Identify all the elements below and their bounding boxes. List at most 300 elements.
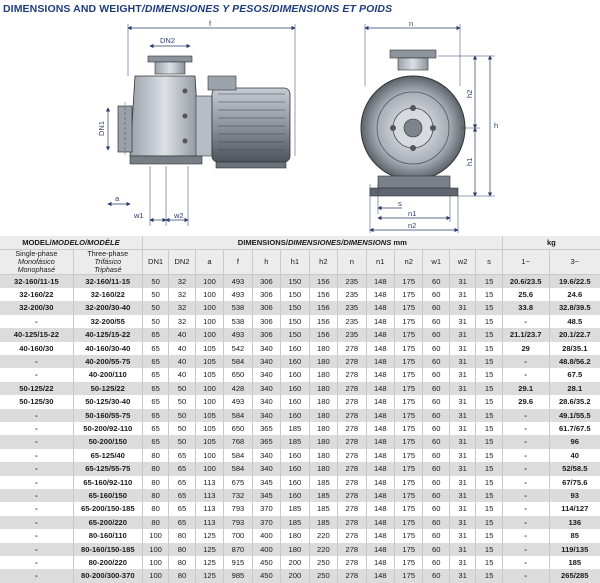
table-row xyxy=(0,529,600,542)
table-cell: 31 xyxy=(449,516,475,529)
table-cell: 50 xyxy=(142,288,168,301)
table-cell: 48.8/56.2 xyxy=(549,355,600,368)
table-cell: 278 xyxy=(338,502,366,515)
table-cell: 60 xyxy=(423,409,449,422)
dim-f-label: f xyxy=(209,19,212,28)
table-cell: 125 xyxy=(195,543,223,556)
table-row xyxy=(0,301,600,314)
table-cell: 175 xyxy=(395,342,423,355)
table-cell: 584 xyxy=(224,449,252,462)
table-cell: 306 xyxy=(252,274,280,288)
table-cell: 148 xyxy=(366,288,394,301)
table-cell: - xyxy=(0,449,73,462)
table-cell: 915 xyxy=(224,556,252,569)
col-dn1: DN1 xyxy=(142,249,168,274)
table-cell: 175 xyxy=(395,543,423,556)
table-cell: 105 xyxy=(195,342,223,355)
table-cell: 80 xyxy=(169,556,195,569)
table-cell: 15 xyxy=(476,368,502,381)
table-cell: 160 xyxy=(281,409,309,422)
table-cell: 340 xyxy=(252,368,280,381)
table-cell: 200 xyxy=(281,556,309,569)
table-cell: 32 xyxy=(169,288,195,301)
table-cell: 32-200/30-40 xyxy=(73,301,142,314)
table-cell: 65 xyxy=(142,368,168,381)
table-cell: 32-160/11-15 xyxy=(73,274,142,288)
table-cell: 15 xyxy=(476,502,502,515)
table-cell: 100 xyxy=(142,529,168,542)
table-cell: 400 xyxy=(252,543,280,556)
table-cell: 400 xyxy=(252,529,280,542)
table-cell: 278 xyxy=(338,529,366,542)
table-cell: 700 xyxy=(224,529,252,542)
dimensions-header: DIMENSIONS/DIMENSIONES/DIMENSIONS mm xyxy=(142,236,502,249)
table-cell: 60 xyxy=(423,315,449,328)
table-cell: 49.1/55.5 xyxy=(549,409,600,422)
table-cell: 148 xyxy=(366,489,394,502)
table-cell: 40-125/15-22 xyxy=(0,328,73,341)
dim-n1-label: n1 xyxy=(408,209,417,218)
table-cell: 15 xyxy=(476,342,502,355)
table-cell: 113 xyxy=(195,516,223,529)
table-cell: 67.5 xyxy=(549,368,600,381)
col-n: n xyxy=(338,249,366,274)
table-cell: 148 xyxy=(366,569,394,582)
table-row xyxy=(0,355,600,368)
table-cell: 31 xyxy=(449,288,475,301)
table-cell: 31 xyxy=(449,476,475,489)
table-row xyxy=(0,543,600,556)
table-cell: 542 xyxy=(224,342,252,355)
table-cell: 65-200/220 xyxy=(73,516,142,529)
table-cell: - xyxy=(502,449,549,462)
table-cell: 428 xyxy=(224,382,252,395)
technical-drawing xyxy=(0,16,600,234)
table-cell: 67/75.6 xyxy=(549,476,600,489)
table-cell: 340 xyxy=(252,449,280,462)
table-cell: 148 xyxy=(366,502,394,515)
table-cell: 185 xyxy=(549,556,600,569)
table-cell: 65 xyxy=(142,395,168,408)
table-cell: 278 xyxy=(338,409,366,422)
table-cell: 148 xyxy=(366,315,394,328)
table-cell: - xyxy=(0,409,73,422)
table-cell: 60 xyxy=(423,301,449,314)
table-cell: 40-160/30 xyxy=(0,342,73,355)
dim-dn1-label: DN1 xyxy=(97,120,106,136)
table-cell: 150 xyxy=(281,288,309,301)
table-cell: 160 xyxy=(281,368,309,381)
table-cell: 114/127 xyxy=(549,502,600,515)
table-cell: 25.6 xyxy=(502,288,549,301)
table-cell: 180 xyxy=(309,449,337,462)
table-cell: 278 xyxy=(338,435,366,448)
table-cell: 31 xyxy=(449,435,475,448)
dim-n-label: n xyxy=(409,19,414,28)
kg-header: kg xyxy=(502,236,600,249)
table-cell: 175 xyxy=(395,422,423,435)
table-cell: 100 xyxy=(195,382,223,395)
table-cell: 50 xyxy=(142,315,168,328)
table-cell: 175 xyxy=(395,409,423,422)
table-cell: 160 xyxy=(281,342,309,355)
dim-n2-label: n2 xyxy=(408,221,417,230)
table-cell: 15 xyxy=(476,395,502,408)
table-row xyxy=(0,422,600,435)
table-cell: 793 xyxy=(224,502,252,515)
table-cell: 148 xyxy=(366,422,394,435)
table-cell: 175 xyxy=(395,355,423,368)
table-cell: 48.5 xyxy=(549,315,600,328)
table-cell: 31 xyxy=(449,529,475,542)
table-cell: 180 xyxy=(309,435,337,448)
table-cell: 100 xyxy=(195,449,223,462)
table-cell: 180 xyxy=(309,462,337,475)
table-cell: 40 xyxy=(169,355,195,368)
table-cell: 80 xyxy=(142,489,168,502)
table-cell: 31 xyxy=(449,328,475,341)
table-cell: 40 xyxy=(169,368,195,381)
table-cell: - xyxy=(502,368,549,381)
dim-w1-label: w1 xyxy=(134,211,144,220)
table-cell: 60 xyxy=(423,274,449,288)
table-cell: 28.1 xyxy=(549,382,600,395)
table-cell: - xyxy=(502,476,549,489)
dim-h-label: h xyxy=(494,121,499,130)
table-cell: 65 xyxy=(169,489,195,502)
table-cell: - xyxy=(502,315,549,328)
table-cell: 306 xyxy=(252,328,280,341)
table-cell: 105 xyxy=(195,368,223,381)
table-cell: 278 xyxy=(338,449,366,462)
table-cell: 220 xyxy=(309,543,337,556)
table-cell: 40-160/30-40 xyxy=(73,342,142,355)
table-cell: 175 xyxy=(395,288,423,301)
table-cell: - xyxy=(0,543,73,556)
table-cell: 100 xyxy=(142,543,168,556)
table-cell: 65 xyxy=(142,355,168,368)
dim-w2-label: w2 xyxy=(174,211,184,220)
table-cell: 175 xyxy=(395,516,423,529)
table-cell: 768 xyxy=(224,435,252,448)
table-cell: 15 xyxy=(476,435,502,448)
table-cell: 80-160/110 xyxy=(73,529,142,542)
table-cell: 80-160/150-185 xyxy=(73,543,142,556)
table-cell: 15 xyxy=(476,529,502,542)
table-cell: 85 xyxy=(549,529,600,542)
table-cell: 985 xyxy=(224,569,252,582)
table-cell: 306 xyxy=(252,301,280,314)
table-cell: 306 xyxy=(252,315,280,328)
dim-dn2-label: DN2 xyxy=(160,36,176,45)
table-cell: 793 xyxy=(224,516,252,529)
table-cell: 148 xyxy=(366,382,394,395)
table-cell: 32.8/39.5 xyxy=(549,301,600,314)
table-cell: 175 xyxy=(395,502,423,515)
table-cell: 65 xyxy=(142,342,168,355)
table-cell: 28/35.1 xyxy=(549,342,600,355)
table-cell: 40 xyxy=(169,328,195,341)
table-cell: 31 xyxy=(449,382,475,395)
table-row xyxy=(0,409,600,422)
table-cell: 50-200/150 xyxy=(73,435,142,448)
table-cell: 60 xyxy=(423,449,449,462)
table-cell: 340 xyxy=(252,342,280,355)
table-cell: 65 xyxy=(169,462,195,475)
table-cell: 235 xyxy=(338,315,366,328)
table-cell: 156 xyxy=(309,328,337,341)
table-cell: - xyxy=(502,569,549,582)
table-cell: 15 xyxy=(476,422,502,435)
table-row xyxy=(0,368,600,381)
col-s: s xyxy=(476,249,502,274)
table-cell: 148 xyxy=(366,409,394,422)
table-row xyxy=(0,382,600,395)
table-cell: 60 xyxy=(423,328,449,341)
table-cell: 50-125/30-40 xyxy=(73,395,142,408)
table-cell: 29.1 xyxy=(502,382,549,395)
table-cell: 732 xyxy=(224,489,252,502)
table-cell: 156 xyxy=(309,288,337,301)
table-cell: 105 xyxy=(195,409,223,422)
table-cell: 100 xyxy=(195,395,223,408)
table-row xyxy=(0,315,600,328)
table-cell: 65 xyxy=(142,382,168,395)
table-cell: 24.6 xyxy=(549,288,600,301)
table-cell: 870 xyxy=(224,543,252,556)
table-cell: 65 xyxy=(169,516,195,529)
table-cell: 50-200/92-110 xyxy=(73,422,142,435)
table-cell: 60 xyxy=(423,529,449,542)
table-cell: 50 xyxy=(169,409,195,422)
table-cell: 370 xyxy=(252,502,280,515)
table-cell: 15 xyxy=(476,556,502,569)
table-cell: 60 xyxy=(423,489,449,502)
table-cell: 15 xyxy=(476,409,502,422)
model-header: MODEL/MODELO/MODÈLE xyxy=(0,236,142,249)
table-cell: 100 xyxy=(195,328,223,341)
table-cell: 15 xyxy=(476,274,502,288)
table-cell: 29 xyxy=(502,342,549,355)
table-cell: 148 xyxy=(366,355,394,368)
table-cell: 31 xyxy=(449,502,475,515)
dimensions-table xyxy=(0,236,600,583)
table-cell: 156 xyxy=(309,315,337,328)
table-cell: 180 xyxy=(309,422,337,435)
table-cell: 365 xyxy=(252,422,280,435)
table-cell: 278 xyxy=(338,395,366,408)
table-cell: 31 xyxy=(449,301,475,314)
three-phase-header: Three-phase Trifásico Triphasé xyxy=(73,249,142,274)
table-cell: 113 xyxy=(195,502,223,515)
table-cell: 20.6/23.5 xyxy=(502,274,549,288)
table-cell: 493 xyxy=(224,328,252,341)
table-cell: 175 xyxy=(395,556,423,569)
table-cell: 60 xyxy=(423,462,449,475)
table-cell: 148 xyxy=(366,543,394,556)
table-cell: 60 xyxy=(423,543,449,556)
dim-a-label: a xyxy=(115,194,120,203)
table-cell: 65 xyxy=(142,409,168,422)
table-cell: 175 xyxy=(395,569,423,582)
table-row xyxy=(0,502,600,515)
table-cell: 538 xyxy=(224,301,252,314)
table-cell: 100 xyxy=(195,315,223,328)
table-cell: - xyxy=(0,556,73,569)
table-cell: 40-125/15-22 xyxy=(73,328,142,341)
table-cell: 65-125/55-75 xyxy=(73,462,142,475)
table-cell: 80 xyxy=(142,449,168,462)
table-cell: 50 xyxy=(169,435,195,448)
table-cell: 50-160/55-75 xyxy=(73,409,142,422)
table-cell: 185 xyxy=(281,435,309,448)
table-row xyxy=(0,476,600,489)
table-cell: 584 xyxy=(224,462,252,475)
table-cell: 60 xyxy=(423,556,449,569)
table-cell: 32 xyxy=(169,315,195,328)
table-cell: 119/135 xyxy=(549,543,600,556)
table-cell: 180 xyxy=(309,368,337,381)
table-cell: 100 xyxy=(142,556,168,569)
table-cell: 100 xyxy=(195,301,223,314)
table-cell: 31 xyxy=(449,274,475,288)
table-cell: 175 xyxy=(395,476,423,489)
table-cell: 60 xyxy=(423,435,449,448)
table-cell: 370 xyxy=(252,516,280,529)
table-cell: 31 xyxy=(449,543,475,556)
table-cell: 278 xyxy=(338,543,366,556)
table-cell: 28.6/35.2 xyxy=(549,395,600,408)
table-cell: - xyxy=(0,435,73,448)
table-cell: 31 xyxy=(449,368,475,381)
table-cell: 80-200/300-370 xyxy=(73,569,142,582)
table-row xyxy=(0,449,600,462)
table-cell: 175 xyxy=(395,301,423,314)
col-h2: h2 xyxy=(309,249,337,274)
table-cell: 278 xyxy=(338,476,366,489)
col-a: a xyxy=(195,249,223,274)
table-cell: - xyxy=(0,368,73,381)
table-cell: 345 xyxy=(252,489,280,502)
table-body xyxy=(0,274,600,583)
table-cell: 125 xyxy=(195,529,223,542)
table-row xyxy=(0,288,600,301)
table-cell: - xyxy=(502,489,549,502)
table-cell: 148 xyxy=(366,556,394,569)
table-cell: 160 xyxy=(281,395,309,408)
col-f: f xyxy=(224,249,252,274)
table-cell: 15 xyxy=(476,315,502,328)
table-row xyxy=(0,395,600,408)
table-cell: 100 xyxy=(195,288,223,301)
table-cell: 80 xyxy=(142,462,168,475)
table-cell: 60 xyxy=(423,502,449,515)
col-n1: n1 xyxy=(366,249,394,274)
table-cell: 136 xyxy=(549,516,600,529)
table-cell: 32-160/22 xyxy=(73,288,142,301)
table-cell: 65 xyxy=(142,422,168,435)
table-cell: 160 xyxy=(281,355,309,368)
table-cell: 175 xyxy=(395,529,423,542)
dim-h2-label: h2 xyxy=(465,89,474,98)
table-cell: 160 xyxy=(281,489,309,502)
table-cell: 31 xyxy=(449,556,475,569)
table-cell: 175 xyxy=(395,368,423,381)
table-cell: 180 xyxy=(281,529,309,542)
table-cell: 50 xyxy=(169,395,195,408)
table-cell: 340 xyxy=(252,355,280,368)
table-cell: 185 xyxy=(281,516,309,529)
table-cell: 80 xyxy=(142,516,168,529)
table-cell: 278 xyxy=(338,462,366,475)
table-cell: 150 xyxy=(281,328,309,341)
table-cell: 148 xyxy=(366,435,394,448)
table-cell: - xyxy=(0,476,73,489)
table-cell: 175 xyxy=(395,382,423,395)
table-cell: 40 xyxy=(549,449,600,462)
table-cell: 235 xyxy=(338,328,366,341)
single-phase-header: Single-phase Monofásico Monophasé xyxy=(0,249,73,274)
table-cell: 278 xyxy=(338,422,366,435)
table-cell: 31 xyxy=(449,315,475,328)
table-cell: 160 xyxy=(281,476,309,489)
table-cell: 60 xyxy=(423,476,449,489)
table-cell: 96 xyxy=(549,435,600,448)
table-cell: 80 xyxy=(169,569,195,582)
table-cell: 60 xyxy=(423,342,449,355)
table-cell: 21.1/23.7 xyxy=(502,328,549,341)
table-row xyxy=(0,342,600,355)
table-cell: 180 xyxy=(309,342,337,355)
table-cell: 113 xyxy=(195,476,223,489)
table-cell: 60 xyxy=(423,368,449,381)
table-cell: 235 xyxy=(338,288,366,301)
table-cell: 148 xyxy=(366,368,394,381)
table-cell: 148 xyxy=(366,274,394,288)
title-italic: /DIMENSIONES Y PESOS/DIMENSIONS ET POIDS xyxy=(141,3,393,15)
table-cell: 175 xyxy=(395,462,423,475)
table-cell: 185 xyxy=(281,502,309,515)
table-cell: 15 xyxy=(476,569,502,582)
table-cell: 15 xyxy=(476,476,502,489)
table-cell: 65-200/150-185 xyxy=(73,502,142,515)
table-cell: 148 xyxy=(366,476,394,489)
table-cell: 185 xyxy=(309,476,337,489)
table-cell: - xyxy=(502,435,549,448)
table-cell: 65 xyxy=(142,328,168,341)
table-cell: 175 xyxy=(395,328,423,341)
table-row xyxy=(0,274,600,288)
table-cell: - xyxy=(0,315,73,328)
table-cell: 175 xyxy=(395,435,423,448)
table-cell: - xyxy=(502,462,549,475)
table-cell: 31 xyxy=(449,395,475,408)
table-cell: - xyxy=(0,569,73,582)
table-cell: 93 xyxy=(549,489,600,502)
table-cell: 450 xyxy=(252,569,280,582)
col-w1: w1 xyxy=(423,249,449,274)
table-cell: 278 xyxy=(338,355,366,368)
table-cell: 65-160/92-110 xyxy=(73,476,142,489)
table-cell: 175 xyxy=(395,274,423,288)
table-cell: 15 xyxy=(476,462,502,475)
table-cell: 180 xyxy=(309,355,337,368)
col-h: h xyxy=(252,249,280,274)
table-cell: 80 xyxy=(169,543,195,556)
table-cell: 125 xyxy=(195,569,223,582)
table-cell: 32-200/55 xyxy=(73,315,142,328)
table-cell: 31 xyxy=(449,342,475,355)
